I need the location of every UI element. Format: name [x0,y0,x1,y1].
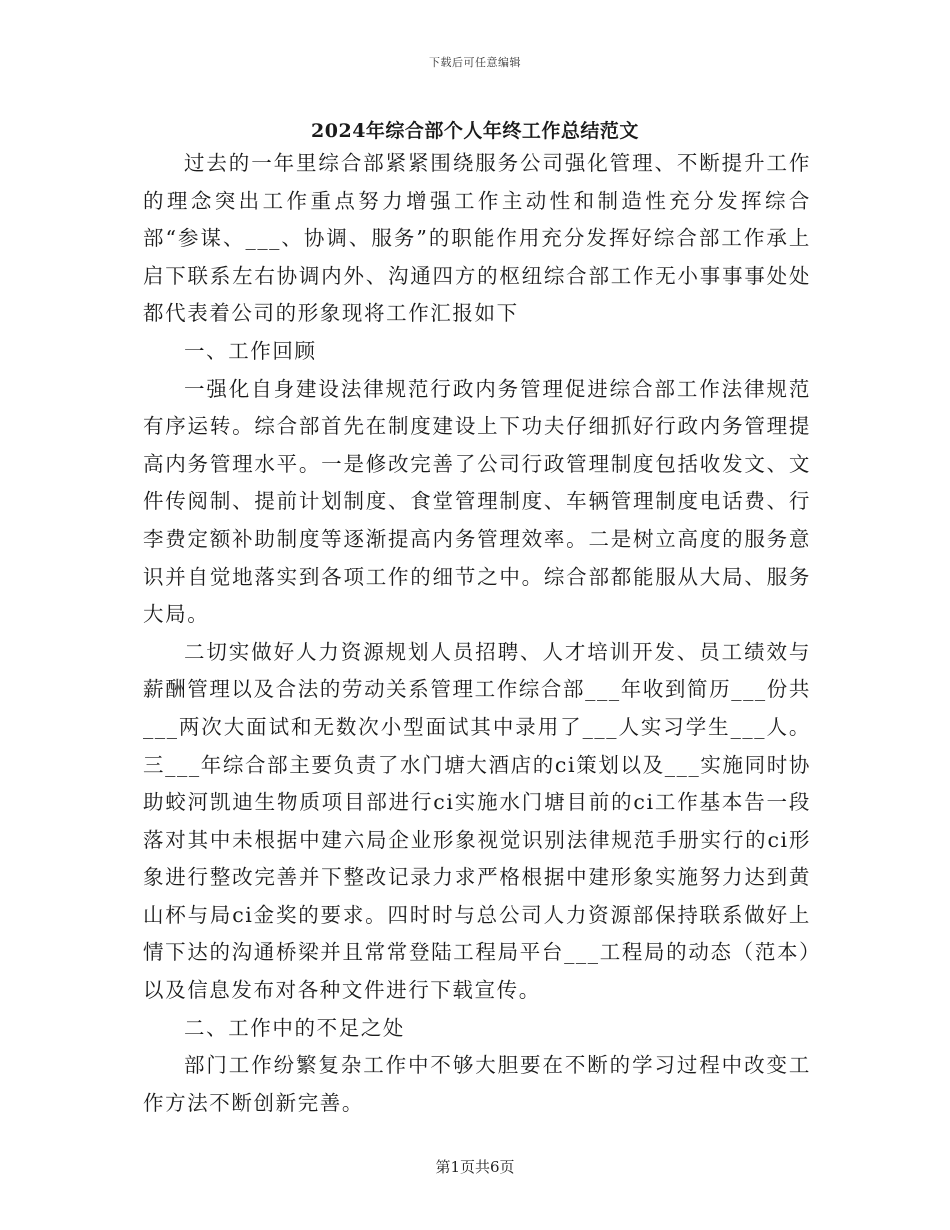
paragraph-internal-management: 一强化自身建设法律规范行政内务管理促进综合部工作法律规范有序运转。综合部首先在制度建设上下功夫仔细抓好行政内务管理提高内务管理水平。一是修改完善了公司行政管理制度包括收发文、文件传阅制、提前计划制度、食堂管理制度、车辆管理制度电话费、行李费定额补助制度等逐渐提高内务管理效率。二是树立高度的服务意识并自觉地落实到各项工作的细节之中。综合部都能服从大局、服务大局。 [143,376,811,627]
document-title: 2024年综合部个人年终工作总结范文 [311,120,639,142]
download-note: 下载后可任意编辑 [429,56,521,69]
paragraph-shortcomings: 部门工作纷繁复杂工作中不够大胆要在不断的学习过程中改变工作方法不断创新完善。 [143,1053,811,1115]
section-heading-shortcomings: 二、工作中的不足之处 [184,1015,405,1040]
paragraph-intro: 过去的一年里综合部紧紧围绕服务公司强化管理、不断提升工作的理念突出工作重点努力增强工作主动性和制造性充分发挥综合部“参谋、___、协调、服务”的职能作用充分发挥好综合部工作承上启下联系左右协调内外、沟通四方的枢纽综合部工作无小事事事处处都代表着公司的形象现将工作汇报如下 [143,151,811,326]
paragraph-human-resources: 二切实做好人力资源规划人员招聘、人才培训开发、员工绩效与薪酬管理以及合法的劳动关系管理工作综合部___年收到简历___份共___两次大面试和无数次小型面试其中录用了___人实习学生___人。三___年综合部主要负责了水门塘大酒店的ci策划以及___实施同时协助蛟河凯迪生物质项目部进行ci实施水门塘目前的ci工作基本告一段落对其中未根据中建六局企业形象视觉识别法律规范手册实行的ci形象进行整改完善并下整改记录力求严格根据中建形象实施努力达到黄山杯与局ci金奖的要求。四时时与总公司人力资源部保持联系做好上情下达的沟通桥梁并且常常登陆工程局平台___工程局的动态（范本）以及信息发布对各种文件进行下载宣传。 [143,639,811,1003]
document-body [143,145,811,1122]
page-number: 第1页共6页 [435,1158,515,1176]
section-heading-review: 一、工作回顾 [184,338,317,363]
